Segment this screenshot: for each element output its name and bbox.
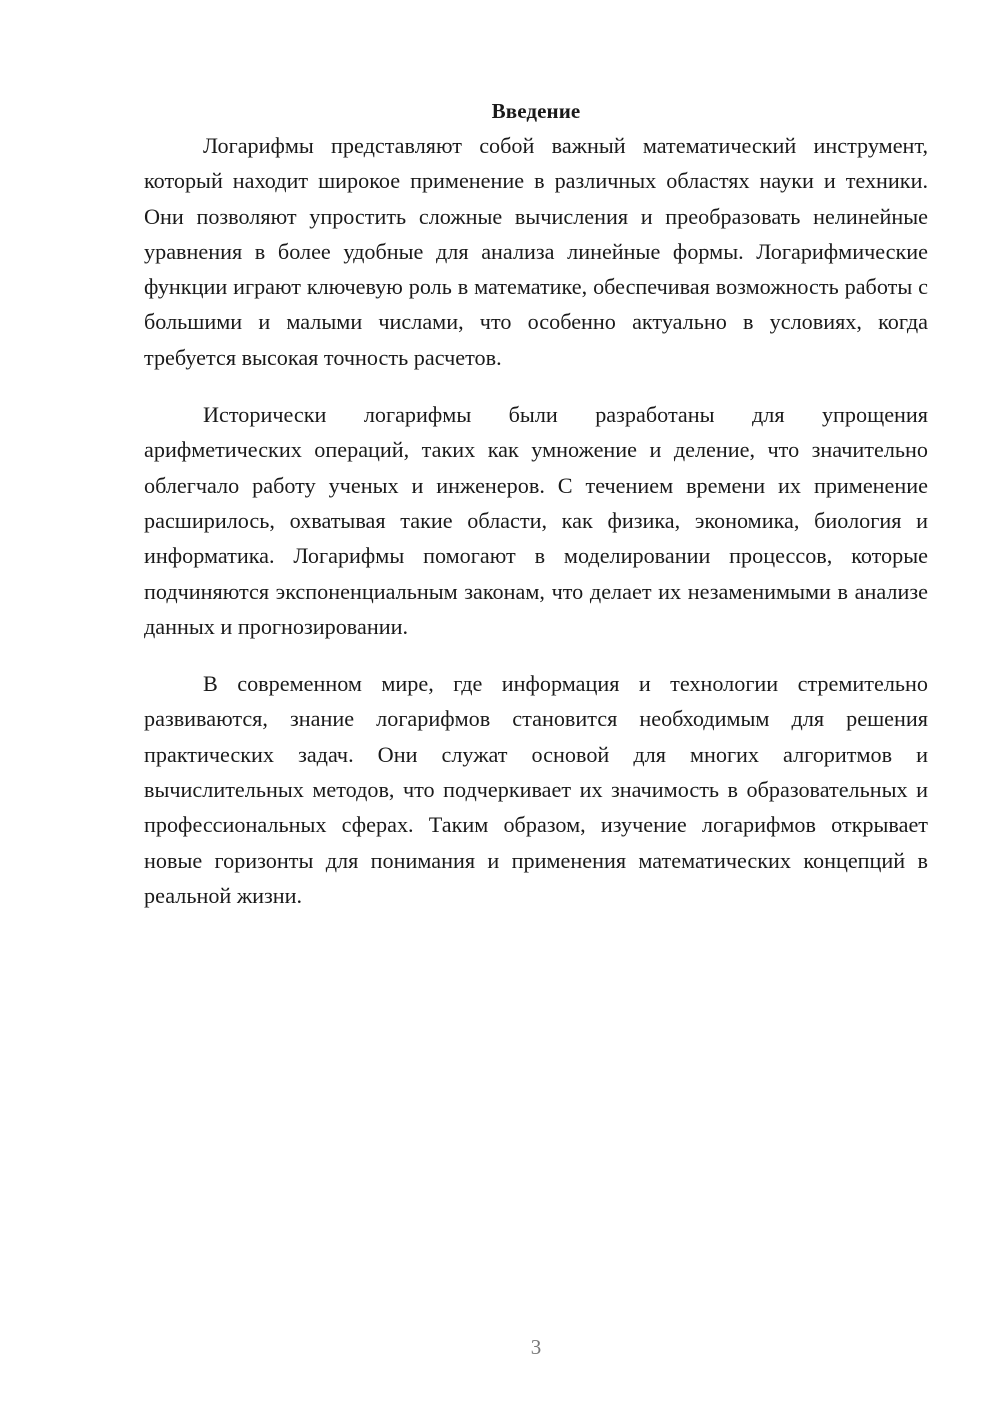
section-heading: Введение <box>491 99 581 123</box>
paragraph-1: Логарифмы представляют собой важный математический инструмент, который находит широкое применение в различных областях науки и техники. Они позволяют упростить сложные вычисления и преобразовать нелинейные уравнения в более удобные для анализа линейные формы. Логарифмические функции играют ключевую роль в математике, обеспечивая возможность работы с большими и малыми числами, что особенно актуально в условиях, когда требуется высокая точность расчетов. <box>144 133 928 370</box>
paragraph-2: Исторически логарифмы были разработаны для упрощения арифметических операций, таких как умножение и деление, что значительно облегчало работу ученых и инженеров. С течением времени их применение расширилось, охватывая такие области, как физика, экономика, биология и информатика. Логарифмы помогают в моделировании процессов, которые подчиняются экспоненциальным законам, что делает их незаменимыми в анализе данных и прогнозировании. <box>144 402 928 639</box>
page-number: 3 <box>530 1335 542 1359</box>
paragraph-3: В современном мире, где информация и технологии стремительно развиваются, знание логарифмов становится необходимым для решения практических задач. Они служат основой для многих алгоритмов и вычислительных методов, что подчеркивает их значимость в образовательных и профессиональных сферах. Таким образом, изучение логарифмов открывает новые горизонты для понимания и применения математических концепций в реальной жизни. <box>144 671 928 908</box>
page-content <box>144 96 928 935</box>
